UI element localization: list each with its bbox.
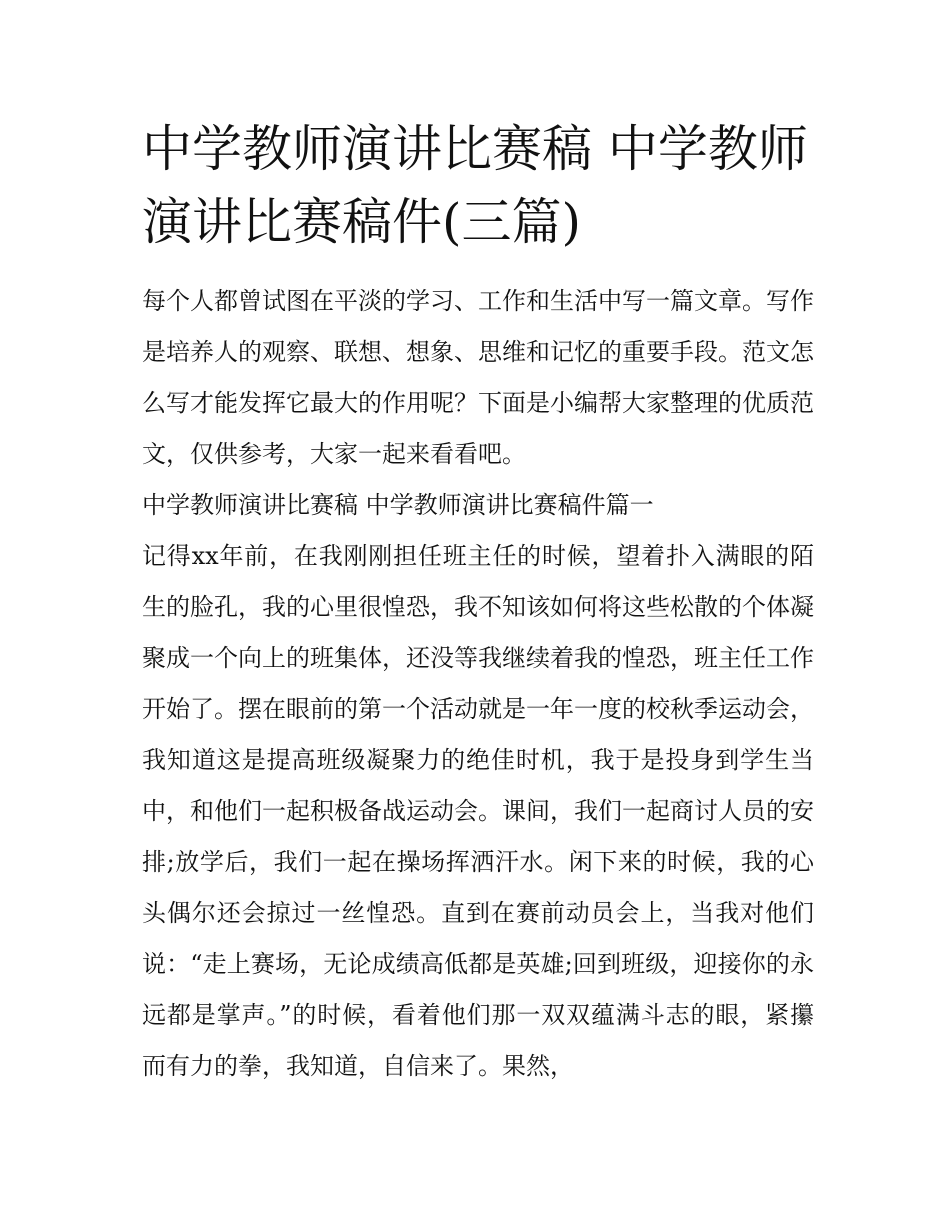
body-paragraph: 记得xx年前，在我刚刚担任班主任的时候，望着扑入满眼的陌生的脸孔，我的心里很惶恐，我不知该如何将这些松散的个体凝聚成一个向上的班集体，还没等我继续着我的惶恐，班主任工作开始了。摆在眼前的第一个活动就是一年一度的校秋季运动会，我知道这是提高班级凝聚力的绝佳时机，我于是投身到学生当中，和他们一起积极备战运动会。课间，我们一起商讨人员的安排;放学后，我们一起在操场挥洒汗水。闲下来的时候，我的心头偶尔还会掠过一丝惶恐。直到在赛前动员会上，当我对他们说：“走上赛场，无论成绩高低都是英雄;回到班级，迎接你的永远都是掌声。”的时候，看着他们那一双双蕴满斗志的眼，紧攥而有力的拳，我知道，自信来了。果然， — [142, 542, 814, 1080]
document-title: 中学教师演讲比赛稿 中学教师演讲比赛稿件(三篇) — [142, 120, 808, 251]
document-body — [142, 276, 814, 1092]
intro-paragraph: 每个人都曾试图在平淡的学习、工作和生活中写一篇文章。写作是培养人的观察、联想、想象、思维和记忆的重要手段。范文怎么写才能发挥它最大的作用呢？下面是小编帮大家整理的优质范文，仅供参考，大家一起来看看吧。 — [142, 287, 814, 468]
section-heading: 中学教师演讲比赛稿 中学教师演讲比赛稿件篇一 — [142, 491, 654, 519]
